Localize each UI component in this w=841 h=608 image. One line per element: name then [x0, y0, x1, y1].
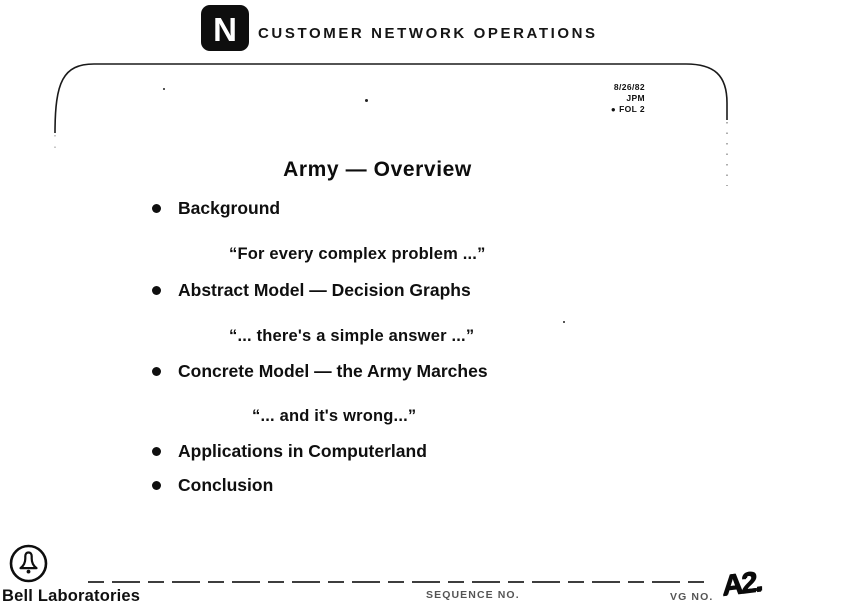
bullet-item [152, 198, 280, 219]
bullet-item-label: Background [178, 198, 281, 218]
svg-text:N: N [213, 11, 237, 48]
org-name: CUSTOMER NETWORK OPERATIONS [258, 24, 598, 42]
bullet-dot-icon [152, 204, 161, 213]
bell-logo-icon [8, 543, 49, 584]
brand-name: Bell Laboratories [2, 587, 141, 605]
bullet-item-label: Conclusion [178, 475, 274, 495]
bullet-dot-icon [152, 481, 161, 490]
slide-title: Army — Overview [283, 158, 472, 181]
quote-line: “For every complex problem ...” [229, 245, 486, 263]
foil-dot-icon: ● [610, 105, 617, 114]
corner-annotation [545, 82, 645, 115]
annotation-initials: JPM [626, 93, 645, 103]
bullet-dot-icon [152, 367, 161, 376]
bullet-item [152, 475, 273, 496]
noise-speck [163, 88, 165, 90]
noise-speck [365, 99, 368, 102]
annotation-foil [545, 104, 645, 115]
bullet-item [152, 361, 488, 382]
bullet-item-label: Abstract Model — Decision Graphs [178, 280, 471, 300]
letterhead [200, 3, 598, 53]
sequence-no-label: SEQUENCE NO. [426, 589, 520, 601]
bullet-dot-icon [152, 286, 161, 295]
annotation-date: 8/26/82 [613, 82, 645, 92]
quote-line: “... and it's wrong...” [252, 407, 417, 425]
bullet-item [152, 441, 427, 462]
bullet-dot-icon [152, 447, 161, 456]
foil-label: FOL 2 [619, 104, 645, 114]
noise-speck [563, 321, 565, 323]
vg-no-handwritten-value: A2. [721, 565, 762, 603]
bullet-item-label: Applications in Computerland [178, 441, 427, 461]
vg-no-label: VG NO. [670, 591, 714, 603]
signature-rule [88, 581, 708, 583]
bullet-item-label: Concrete Model — the Army Marches [178, 361, 488, 381]
bullet-item [152, 280, 471, 301]
cno-logo-icon [200, 4, 250, 52]
quote-line: “... there's a simple answer ...” [229, 327, 475, 345]
